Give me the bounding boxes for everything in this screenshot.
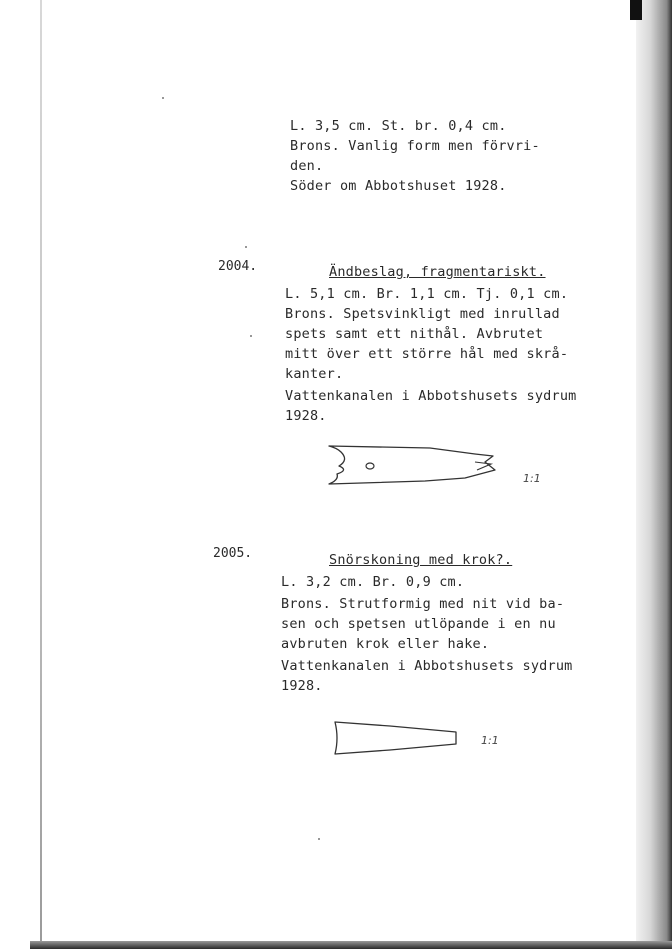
entry-top-line-1: L. 3,5 cm. St. br. 0,4 cm. <box>290 118 507 134</box>
page-left-edge <box>40 0 42 949</box>
paper-speck <box>318 838 320 840</box>
entry-2005-line-1: L. 3,2 cm. Br. 0,9 cm. <box>281 574 465 590</box>
entry-2004-title: Ändbeslag, fragmentariskt. <box>329 264 546 280</box>
page-corner-shadow <box>630 0 642 20</box>
catalog-number-2004: 2004. <box>218 259 258 274</box>
entry-2004-line-1: L. 5,1 cm. Br. 1,1 cm. Tj. 0,1 cm. <box>285 286 569 302</box>
entry-2005-line-2: Brons. Strutformig med nit vid ba- <box>281 596 565 612</box>
lace-tag-sketch <box>330 718 470 758</box>
entry-2005-line-5: Vattenkanalen i Abbotshusets sydrum <box>281 658 573 674</box>
entry-top-line-2: Brons. Vanlig form men förvri- <box>290 138 540 154</box>
entry-2004-line-4: mitt över ett större hål med skrå- <box>285 346 569 362</box>
paper-speck <box>250 335 252 337</box>
catalog-number-2005: 2005. <box>213 546 253 561</box>
page-bottom-edge <box>30 941 672 949</box>
entry-2005-line-3: sen och spetsen utlöpande i en nu <box>281 616 556 632</box>
entry-2005-line-4: avbruten krok eller hake. <box>281 636 490 652</box>
entry-2004-line-2: Brons. Spetsvinkligt med inrullad <box>285 306 560 322</box>
entry-2004-line-7: 1928. <box>285 408 327 424</box>
entry-2005-line-6: 1928. <box>281 678 323 694</box>
paper-speck <box>245 246 247 248</box>
scale-label-2004: 1:1 <box>523 472 541 485</box>
paper-speck <box>162 97 164 99</box>
scale-label-2005: 1:1 <box>481 734 499 747</box>
entry-top-line-3: den. <box>290 158 324 174</box>
entry-2005-title: Snörskoning med krok?. <box>329 552 513 568</box>
end-fitting-sketch <box>325 440 505 490</box>
entry-2004-line-3: spets samt ett nithål. Avbrutet <box>285 326 544 342</box>
entry-2004-line-5: kanter. <box>285 366 344 382</box>
entry-2004-line-6: Vattenkanalen i Abbotshusets sydrum <box>285 388 577 404</box>
entry-top-line-4: Söder om Abbotshuset 1928. <box>290 178 507 194</box>
page-right-edge <box>636 0 672 949</box>
